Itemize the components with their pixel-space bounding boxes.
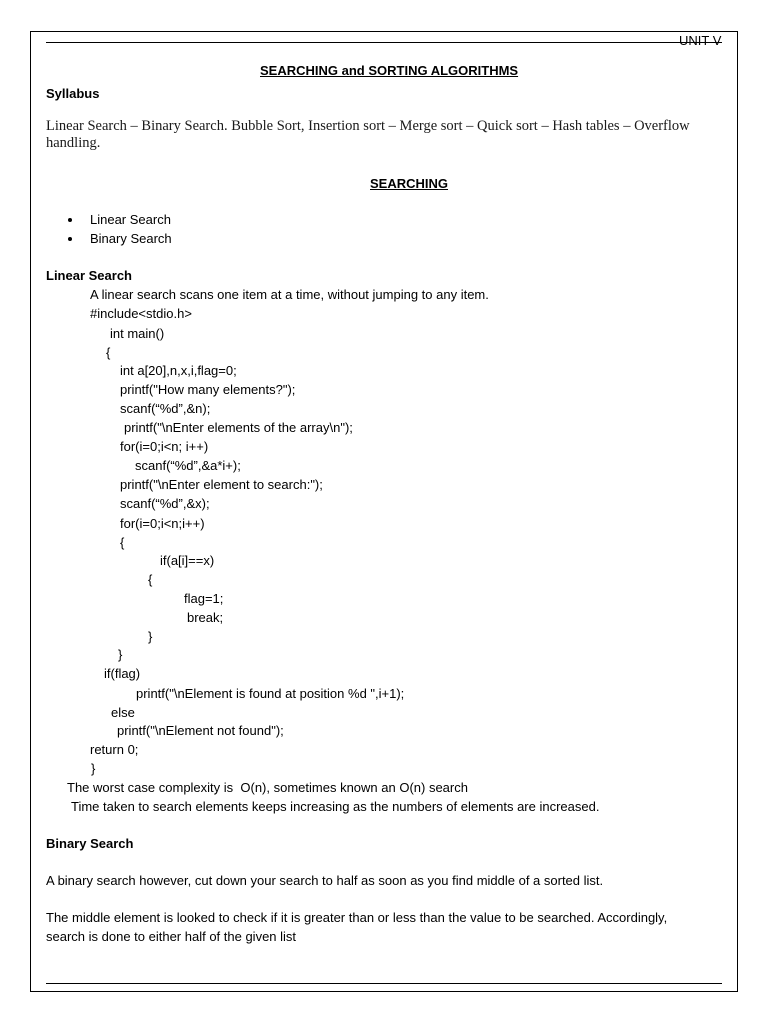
linear-search-intro: A linear search scans one item at a time, without jumping to any item. — [90, 287, 489, 302]
bullet-binary-search: Binary Search — [90, 231, 172, 246]
page-title: SEARCHING and SORTING ALGORITHMS — [260, 63, 519, 78]
code-line: return 0; — [90, 742, 139, 757]
searching-heading: SEARCHING — [370, 176, 449, 191]
code-line: scanf(“%d”,&a*i+); — [135, 458, 241, 473]
code-line: if(flag) — [104, 666, 141, 681]
code-line: printf("How many elements?"); — [120, 382, 296, 397]
complexity-line-1: The worst case complexity is O(n), sometimes known an O(n) search — [67, 780, 468, 795]
code-line: printf("\nElement not found"); — [117, 723, 284, 738]
syllabus-line-2: handling. — [46, 135, 101, 151]
linear-search-heading: Linear Search — [46, 268, 132, 283]
complexity-line-2: Time taken to search elements keeps increasing as the numbers of elements are increased. — [71, 799, 600, 814]
code-line: for(i=0;i<n;i++) — [120, 516, 205, 531]
code-line: #include<stdio.h> — [90, 306, 192, 321]
bullet-dot — [68, 218, 72, 222]
code-line: if(a[i]==x) — [160, 553, 215, 568]
code-line: int main() — [110, 326, 165, 341]
binary-search-para-2b: search is done to either half of the given list — [46, 929, 297, 944]
code-line: for(i=0;i<n; i++) — [120, 439, 209, 454]
code-line: scanf(“%d”,&x); — [120, 496, 210, 511]
code-line: printf("\nEnter elements of the array\n"); — [124, 420, 353, 435]
binary-search-para-1: A binary search however, cut down your search to half as soon as you find middle of a sorted list. — [46, 873, 604, 888]
code-line: printf("\nEnter element to search:"); — [120, 477, 323, 492]
syllabus-heading: Syllabus — [46, 86, 100, 101]
syllabus-line-1: Linear Search – Binary Search. Bubble Sort, Insertion sort – Merge sort – Quick sort – Hash tables – Overflow — [46, 118, 690, 134]
code-line: flag=1; — [184, 591, 224, 606]
code-line: scanf(“%d”,&n); — [120, 401, 211, 416]
code-line: } — [148, 629, 153, 644]
code-line: else — [111, 705, 135, 720]
code-line: int a[20],n,x,i,flag=0; — [120, 363, 237, 378]
code-line: break; — [187, 610, 224, 625]
bullet-dot — [68, 237, 72, 241]
code-line: } — [118, 647, 123, 662]
code-line: { — [148, 572, 153, 587]
code-line: { — [106, 345, 111, 360]
code-line: { — [120, 535, 125, 550]
header-rule — [46, 42, 722, 43]
bullet-linear-search: Linear Search — [90, 212, 171, 227]
code-line: printf("\nElement is found at position %d ",i+1); — [136, 686, 405, 701]
code-line: } — [91, 761, 96, 776]
unit-label: UNIT V — [679, 33, 722, 48]
binary-search-para-2a: The middle element is looked to check if it is greater than or less than the value to be searched. Accordingly, — [46, 910, 668, 925]
binary-search-heading: Binary Search — [46, 836, 134, 851]
footer-rule — [46, 983, 722, 984]
